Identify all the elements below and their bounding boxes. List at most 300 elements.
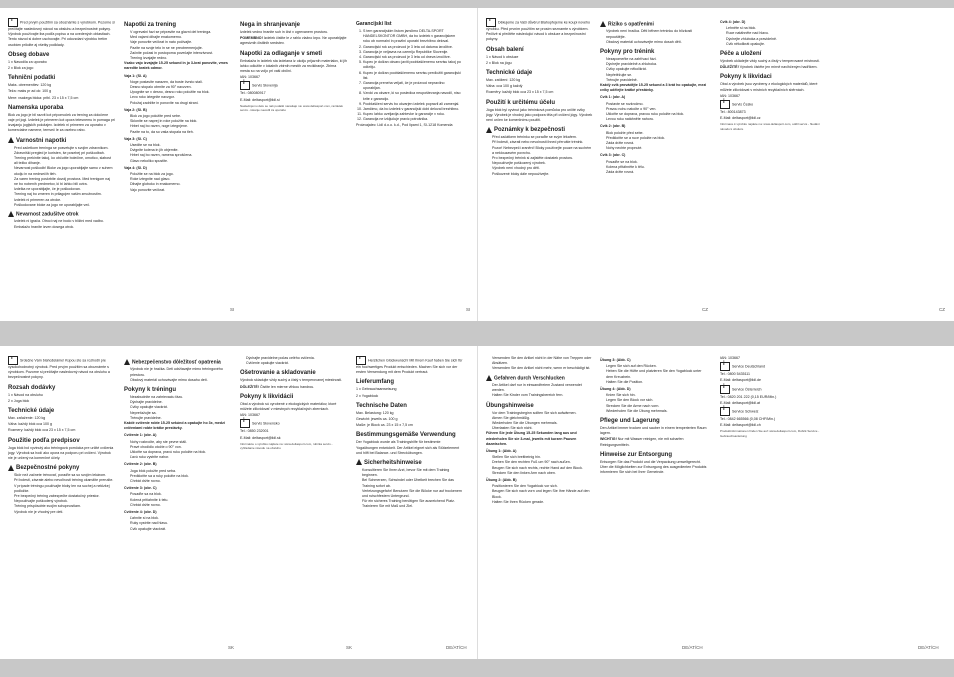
service-phone: Tel.: 0842 665566 (0,08 CHF/Min.) bbox=[720, 417, 776, 422]
warning-icon bbox=[356, 459, 362, 465]
list-item: • Stellen Sie sich breitbeinig hin. bbox=[492, 455, 593, 460]
important-label: DÔLEŽITÉ! bbox=[240, 384, 259, 389]
ian-number: IAN: 103667 bbox=[240, 413, 260, 418]
list-item: • Roke iztegnite nad glavo. bbox=[130, 177, 231, 182]
exercise-heading: Cvičenie 3: (obr. C) bbox=[124, 486, 157, 491]
fold-line bbox=[477, 346, 478, 659]
info-icon bbox=[486, 18, 496, 27]
warning-icon bbox=[8, 211, 14, 217]
scope-item: 1 x Navodila za uporabo bbox=[8, 59, 47, 64]
heading-safety: Varnostni napotki bbox=[16, 137, 67, 144]
heading-care: Pflege und Lagerung bbox=[600, 418, 660, 425]
list-item: • Výrobok nie je hračka. Deti udržiavajte mimo tréningového priestoru. bbox=[130, 367, 231, 377]
heading-safety: Bezpečnostné pokyny bbox=[16, 465, 80, 472]
list-item: • Poškozené bloky dále nepoužívejte. bbox=[492, 172, 593, 177]
list-item: • Verwenden Sie den Artikel nicht in der Nähe von Treppen oder Absätzen. bbox=[492, 356, 593, 366]
list-item: 1. S tem garancijskim listom jamčimo DELTA-SPORT HANDELSKONTOR GMBH, da bo izdelek v garancijskem roku ob normalni in pravilni uporabi brezhibno deloval. bbox=[363, 29, 463, 45]
repeat-instruction: Führen Sie jede Übung 15-25 Sekunden lang aus und wiederholen Sie sie 3-mal, jeweils mit kurzen Pausen dazwischen. bbox=[486, 431, 577, 446]
list-item: • Izdelek ni primeren za otroke. bbox=[14, 198, 115, 203]
service-email: E-Mail: deltasport@lidl.ch bbox=[720, 423, 761, 428]
list-item: • Legen Sie den Block vor sich. bbox=[606, 398, 707, 403]
service-phone: Tel.: 0820 201 222 (0,15 EUR/Min.) bbox=[720, 394, 777, 399]
disposal-text: Obal a výrobek jsou vyrobeny z ekologických materiálů, které můžete zlikvidovat v místních recyklačních sběrnách. bbox=[720, 82, 818, 92]
list-item: • Joga blok položte pred seba. bbox=[130, 469, 231, 474]
warning-icon bbox=[8, 465, 14, 471]
list-item: • Knien Sie sich hin. bbox=[606, 393, 707, 398]
list-item: • Při bolesti, závrati nebo nevolnosti ihned přerušte trénink. bbox=[492, 140, 593, 145]
service-name: Servis Slovenija bbox=[252, 83, 278, 88]
info-icon bbox=[356, 356, 366, 365]
tech-item: Max. zatížení: 120 kg bbox=[486, 78, 521, 83]
list-item: • Obalový materiál uchovávejte mimo dosah dětí. bbox=[606, 40, 707, 45]
list-item: • Ruce natáhněte nad hlavu. bbox=[726, 31, 827, 36]
list-item: • Heben Sie die Hüfte und platzieren Sie den Yogablock unter dem Kreuzbein. bbox=[606, 369, 707, 379]
heading-tips: Pokyny pro trénink bbox=[600, 48, 655, 55]
heading-tech: Technické údaje bbox=[8, 408, 55, 415]
list-item: • V ogrevalni fazi se pripravite na glavni del treninga. bbox=[130, 30, 231, 35]
page-label: SI bbox=[230, 307, 235, 312]
heading-disposal: Pokyny k likvidaci bbox=[720, 74, 772, 81]
list-item: • Tréning prispôsobte svojim schopnostiam. bbox=[14, 504, 115, 509]
list-item: • Verwenden Sie den Artikel nicht mehr, wenn er beschädigt ist. bbox=[492, 366, 593, 371]
exercise-heading: Übung 3: (Abb. C) bbox=[600, 358, 631, 362]
page-label: CZ bbox=[702, 307, 708, 312]
list-item: • Halten Sie die Position. bbox=[606, 380, 707, 385]
service-icon bbox=[720, 407, 730, 416]
col-si-training bbox=[124, 18, 231, 193]
service-phone: Tel.: 800143873 bbox=[720, 110, 746, 115]
heading-use: Namenska uporaba bbox=[8, 104, 64, 111]
tech-item: Rozměry: každý blok cca 23 x 15 x 7,5 cm bbox=[486, 90, 554, 95]
list-item: • Noge postavite narazen, da boste čvrsto stali. bbox=[130, 80, 231, 85]
ian-number: IAN: 103667 bbox=[720, 93, 740, 98]
list-item: • Levo roko iztegnite navzgor. bbox=[130, 95, 231, 100]
heading-scope: Obseg dobave bbox=[8, 51, 50, 58]
heading-scope: Rozsah dodávky bbox=[8, 384, 56, 391]
list-item: • Před začátkem tréninku se poraďte se svým lékařem. bbox=[492, 135, 593, 140]
exercise-heading: Vaja 3: (Sl. C) bbox=[124, 136, 147, 141]
scope-item: 2 x Blok za jogo bbox=[8, 66, 34, 71]
service-phone: Tel.: 0800 5435111 bbox=[720, 372, 751, 377]
care-text: Den Artikel immer trocken und sauber in einem temperierten Raum lagern. bbox=[600, 426, 707, 436]
service-icon bbox=[720, 362, 730, 371]
list-item: • Strecken Sie den linken Arm nach oben. bbox=[492, 471, 593, 476]
list-item: • Trénujte pravidelne. bbox=[130, 416, 231, 421]
page-label: DE/AT/CH bbox=[682, 645, 703, 650]
col-de-service bbox=[720, 356, 827, 439]
list-item: • Nepreťažujte sa. bbox=[130, 411, 231, 416]
exercise-heading: Cvičenie 4: (obr. D) bbox=[124, 510, 157, 514]
list-item: • Cvičenie opakujte viackrát. bbox=[246, 361, 347, 366]
col-cz-care bbox=[720, 18, 827, 132]
list-item: • Konsultieren Sie Ihren Arzt, bevor Sie mit dem Training beginnen. bbox=[362, 468, 463, 478]
list-item: • Vor dem Trainingsbeginn sollten Sie sich aufwärmen. bbox=[492, 411, 593, 416]
use-text: Joga blok bol vyvinutý ako tréningová pomôcka pre určité cvičenia jogy. Výrobok sa hodí ako opora na podporu pri cvičení. Výrobok nie je určený na komerčné účely. bbox=[8, 445, 114, 461]
list-item: • Posaďte sa na blok. bbox=[130, 492, 231, 497]
list-item: • Glavo nekoliko spustite. bbox=[130, 159, 231, 164]
list-item: • Dýchajte pravidelne počas celého cvičenia. bbox=[246, 356, 347, 361]
list-item: • Ľavú ruku vystrite nahor. bbox=[130, 455, 231, 460]
exercise-heading: Vaja 4: (Sl. D) bbox=[124, 165, 147, 170]
list-item: 5. Kupec je dolžan okvaro javiti pooblaščenemu servisu takoj po odkritju. bbox=[363, 60, 463, 70]
list-item: 11. Kupec lahko uveljavlja zahtevke iz garancije v roku. bbox=[363, 112, 463, 117]
service-note: Informácie o výrobku nájdete na: www.deltasport.com, rubrika servis - vyhľadanie návodu na obsluhu bbox=[240, 441, 333, 451]
service-email: E-Mail: deltasport@lidl.de bbox=[720, 378, 761, 383]
col-cz-intro bbox=[486, 18, 593, 177]
list-item: • Wiederholen Sie die Übung mehrmals. bbox=[606, 409, 707, 414]
col-de-care bbox=[600, 356, 707, 476]
list-item: • Lehněte si na blok. bbox=[726, 26, 827, 31]
col-sk-intro bbox=[8, 356, 115, 515]
list-item: • Skôr než začnete trénovať, poraďte sa so svojím lekárom. bbox=[14, 473, 115, 478]
heading-tips: Pokyny k tréningu bbox=[124, 386, 177, 393]
list-item: • Sklonite se naprej in roke položite na blok. bbox=[130, 119, 231, 124]
list-item: • Posaďte se na blok. bbox=[606, 160, 707, 165]
service-icon bbox=[240, 419, 250, 428]
page-label: SK bbox=[346, 645, 353, 650]
list-item: • Vajo ponovite večkrat. bbox=[130, 188, 231, 193]
service-name: Servis Česko bbox=[732, 102, 754, 107]
col-cz-training bbox=[600, 18, 707, 175]
warning-icon bbox=[600, 21, 606, 27]
important-label: POMEMBNO! bbox=[240, 36, 263, 41]
care-text: Nur mit Wasser reinigen, nie mit scharfen Reinigungsmitteln. bbox=[600, 437, 684, 447]
list-item: • Izdelek ni igrača. Otroci naj ne bodo v bližini med vadbo. bbox=[14, 219, 115, 224]
list-item: • Chrbát držte rovno. bbox=[130, 503, 231, 508]
col-sk-care bbox=[240, 356, 347, 451]
exercise-heading: Cvik 2: (obr. B) bbox=[600, 124, 626, 129]
heading-child: Nebezpečenstvo dôležitosť opatrenia bbox=[132, 359, 221, 366]
intro-text: Srdečne Vám blahoželáme! Kúpou ste sa rozhodli pre vysokohodnotný výrobok. Pred prvým použitím sa oboznámte s výrobkom. Pozorne si prečítajte nasledovný návod na obsluhu a bezpečnostné pokyny. bbox=[8, 358, 110, 380]
list-item: • Nohy rozkročte, aby ste pevne stáli. bbox=[130, 440, 231, 445]
tech-item: Teža: maks pr ad ok: 100 g bbox=[8, 89, 52, 94]
list-item: • Začnite počasi in postopoma povečajte intenzivnost. bbox=[130, 51, 231, 56]
heading-tech: Technické údaje bbox=[486, 70, 533, 77]
ian-number: IAN: 103667 bbox=[720, 356, 740, 360]
list-item: • Pri bolesti, závrate alebo nevoľnosti tréning okamžite prerušte. bbox=[14, 478, 115, 483]
list-item: • Upognite se v desno, desno roko položite na blok. bbox=[130, 90, 231, 95]
tech-item: Gewicht: jeweils ca. 100 g bbox=[356, 417, 398, 422]
use-text: Jóga blok byl vyvinut jako tréninková pomůcka pro určité cviky jógy. Výrobek je vhodný jako podpora těla při cvičení jógy. Výrobek není určen ke komerčnímu použití. bbox=[486, 107, 593, 123]
list-item: • Kolena přitáhněte k tělu. bbox=[606, 165, 707, 170]
warning-icon bbox=[124, 359, 130, 365]
exercise-heading: Übung 2: (Abb. B) bbox=[486, 477, 517, 482]
list-item: • V prípade tréningu používajte bloky len na suchej a neklzkej podložke. bbox=[14, 484, 115, 494]
ian-number: IAN: 103667 bbox=[240, 75, 260, 80]
list-item: • Med vajami dihajte enakomerno. bbox=[130, 35, 231, 40]
list-item: • Ukloňte se doprava, pravou ruku položte na blok. bbox=[606, 112, 707, 117]
care-text: Izdelek vedno hranite suh in čist v ogrevanem prostoru. bbox=[240, 30, 329, 34]
list-item: • Embalažo hranite izven dosega otrok. bbox=[14, 225, 115, 230]
list-item: • Für ein sicheres Training benötigen Sie ausreichend Platz. bbox=[362, 499, 463, 504]
exercise-heading: Vaja 2: (Sl. B) bbox=[124, 107, 147, 112]
list-item: • Cviky opakujte viackrát. bbox=[130, 405, 231, 410]
warning-icon bbox=[8, 137, 14, 143]
service-email: E-Mail: deltasport@lidl.si bbox=[240, 97, 280, 102]
heading-disposal: Hinweise zur Entsorgung bbox=[600, 451, 673, 458]
exercise-heading: Cvik 4: (obr. D) bbox=[720, 20, 746, 24]
list-item: • Nepřetěžujte se. bbox=[606, 73, 707, 78]
list-item: • Überlasten Sie sich nicht. bbox=[492, 426, 593, 431]
service-name: Service Österreich bbox=[732, 387, 762, 392]
service-note: Informace k výrobku najdete na: www.deltasport.com, oddíl servis - hledání návodu k obsluze bbox=[720, 122, 820, 131]
exercise-heading: Cvičenie 1: (obr. A) bbox=[124, 433, 157, 438]
heading-care: Nega in shranjevanje bbox=[240, 22, 301, 28]
list-item: • Predkloňte sa a ruky položte na blok. bbox=[130, 474, 231, 479]
list-item: • Der Artikel darf nur in einwandfreiem Zustand verwendet werden. bbox=[492, 383, 593, 393]
list-item: • Verletzungsgefahr! Benutzen Sie die Blöcke nur auf trockenem und rutschfestem Untergrund. bbox=[362, 489, 463, 499]
warning-icon bbox=[486, 127, 492, 133]
list-item: • Záda držte rovná. bbox=[606, 170, 707, 175]
list-item: • Halten Sie Ihren Rücken gerade. bbox=[492, 500, 593, 505]
list-item: • Výrobek není hračka. Děti během tréninku do blízkosti nepouštějte. bbox=[606, 29, 707, 39]
list-item: 8. Vzroki za okvare, ki so posledica neupoštevanja navodil, niso krite z garancijo. bbox=[363, 91, 463, 101]
important-label: DŮLEŽITÉ! bbox=[720, 65, 739, 70]
exercise-heading: Cvik 3: (obr. C) bbox=[600, 153, 626, 158]
list-item: • Blok položte před sebe. bbox=[606, 131, 707, 136]
exercise-heading: Vaja 1: (Sl. A) bbox=[124, 73, 147, 78]
list-item: • Trening izvajajte redno. bbox=[130, 56, 231, 61]
care-text: Izdelek čistite le z rahlo vlažno krpo. Ne uporabljajte agresivnih čistilnih sredstev. bbox=[240, 36, 347, 46]
list-item: • Strecken Sie die Arme nach vorn. bbox=[606, 404, 707, 409]
fold-line bbox=[477, 8, 478, 321]
care-text: Výrobok skladujte vždy suchý a čistý v temperovanej miestnosti. bbox=[240, 378, 343, 383]
list-item: • Dvignite kolena in jih objemite. bbox=[130, 148, 231, 153]
list-item: 6. Kupec je dolžan pooblaščenemu servisu predložiti garancijski list. bbox=[363, 71, 463, 81]
list-item: • Chrbát držte rovno. bbox=[130, 479, 231, 484]
service-name: Servis Slovensko bbox=[252, 421, 280, 426]
bottom-page-spread bbox=[0, 346, 954, 659]
use-text: Der Yogablock wurde als Trainingshilfe für bestimmte Yogaübungen entwickelt. Der Artikel eignet sich als Stützelement und hilft bei Balance- und Streckübungen. bbox=[356, 440, 460, 455]
list-item: • Dihajte globoko in enakomerno. bbox=[130, 182, 231, 187]
exercise-heading: Cvik 1: (obr. A) bbox=[600, 95, 626, 100]
heading-disposal: Napotki za odlaganje v smeti bbox=[240, 50, 323, 57]
col-de-training bbox=[486, 356, 593, 505]
heading-tech: Technische Daten bbox=[356, 402, 407, 409]
list-item: • Pazite na to, da so vaša stopala na tleh. bbox=[130, 130, 231, 135]
list-item: • Pred začetkom treninga se posvetujte s svojim zdravnikom. Zdravniški pregled je koristen, še posebej pri poškodbah. bbox=[14, 146, 115, 156]
tech-item: Váha: každý blok cca 100 g bbox=[8, 422, 52, 427]
list-item: • Pravou nohu natočte o 90° ven. bbox=[606, 107, 707, 112]
heading-care: Ošetrovanie a skladovanie bbox=[240, 370, 316, 377]
scope-item: 2 x Joga blok bbox=[8, 398, 30, 403]
list-item: • Trening prekinite takoj, ko občutite bolečine, omotico, slabost ali težko dihanje. bbox=[14, 156, 115, 166]
list-item: • Beugen Sie sich nach vorn und legen Sie Ihre Hände auf den Block. bbox=[492, 489, 593, 499]
list-item: • Dýchajte pravidelne. bbox=[130, 400, 231, 405]
list-item: • Záda držte rovná. bbox=[606, 141, 707, 146]
tech-item: Max. zaťaženie: 120 kg bbox=[8, 416, 46, 421]
repeat-instruction: Každý cvik provádějte 15-25 sekund a 3 krát ho opakujte, mezi cviky udělejte krátké přestávky. bbox=[600, 82, 707, 93]
list-item: • Výrobok nie je vhodný pre deti. bbox=[14, 510, 115, 515]
info-icon bbox=[8, 356, 18, 365]
list-item: • Za varen trening poskrbite dovolj prostora. Med trenigom naj ne bo nobenih predmetov, ki bi lahko bili ovira. bbox=[14, 177, 115, 187]
list-item: • Nezabudnite na zahrievaciu fázu. bbox=[130, 395, 231, 400]
heading-tech: Tehnični podatki bbox=[8, 75, 56, 82]
list-item: 4. Garancijski rok za proizvod je 3 leta od dneva izročitve. bbox=[363, 55, 463, 60]
disposal-text: Embalaža in izdelek sta izdelana iz okolju prijaznih materialov, ki jih lahko odložite v lokalnih zbirnih mestih za recikliranje. Zbirna mesta so na voljo pri vaši občini. bbox=[240, 58, 347, 74]
list-item: • Pre bezpečný tréning zabezpečte dostatočný priestor. bbox=[14, 494, 115, 499]
tech-item: Maße: je Block ca. 23 x 15 x 7,5 cm bbox=[356, 423, 413, 428]
list-item: • Poškodovane bloke za jogo ne uporabljajte več. bbox=[14, 203, 115, 208]
disposal-text: Obal a výrobok sú vyrobené z ekologických materiálov, ktoré môžete zlikvidovať v miestnych recyklačných zberniach. bbox=[240, 401, 337, 412]
list-item: • Předkloňte se a ruce položte na blok. bbox=[606, 136, 707, 141]
list-item: • Blok za jogo položite pred sebe. bbox=[130, 114, 231, 119]
page-label: DE/AT/CH bbox=[446, 645, 467, 650]
tech-item: Váha: cca 100 g každý bbox=[486, 84, 523, 89]
heading-use: Bestimmungsgemäße Verwendung bbox=[356, 432, 456, 439]
page-label: SI bbox=[466, 307, 471, 312]
heading-safety: Sicherheitshinweise bbox=[364, 460, 422, 467]
intro-text: Děkujeme za Vaši důvěru! Blahopřejeme ke koupi nového výrobku. Před prvním použitím se prosím seznamte s výrobkem. Pečlivě si přečtěte následující návod k obsluze a bezpečnostní pokyny. bbox=[486, 20, 591, 42]
heading-tips: Übungshinweise bbox=[486, 402, 534, 409]
list-item: • Halten Sie Kinder vom Trainingsbereich fern. bbox=[492, 393, 593, 398]
care-text: Výrobek čistěte jen mírně navlhčeným hadříkem. bbox=[739, 65, 818, 70]
list-item: • Položaj zadržite in ponovite na drugi strani. bbox=[130, 101, 231, 106]
warning-icon bbox=[486, 375, 492, 381]
service-name: Service Deutschland bbox=[732, 364, 765, 369]
list-item: 10. Jamčimo, da bo izdelek v garancijski dobi deloval brezhibno. bbox=[363, 107, 463, 112]
service-email: E-Mail: deltasport@lidl.sk bbox=[240, 435, 281, 440]
list-item: • Nevarnost poškodb! Bloke za jogo uporabljajte samo v suhem okolju in na nedrsečih tleh. bbox=[14, 166, 115, 176]
service-note: Produktinformationen finden Sie auf: www.deltasport.com, Rubrik Service - Gebrauchsanleitung bbox=[720, 429, 820, 438]
list-item: • Cvik opakujte viackrát. bbox=[130, 527, 231, 532]
heading-warranty: Garancijski list bbox=[356, 21, 392, 27]
list-item: • Obalový materiál uchovávajte mimo dosahu detí. bbox=[130, 378, 231, 383]
intro-text: Herzlichen Glückwunsch! Mit Ihrem Kauf haben Sie sich für ein hochwertiges Produkt entschieden. Machen Sie sich vor der ersten Verwendung mit dem Produkt vertraut. bbox=[356, 358, 463, 375]
col-si-intro bbox=[8, 18, 115, 230]
tech-item: Mere: vsakega bloka: pribl. 23 x 15 x 7,5 cm bbox=[8, 95, 79, 100]
col-sk-training bbox=[124, 356, 231, 532]
list-item: • Nezapomeňte na zahřívací fázi. bbox=[606, 57, 707, 62]
list-item: • Hrbet naj bo raven, noge iztegnjene. bbox=[130, 124, 231, 129]
service-note: Naslednjemu delu se naš podatki nanašajo na: www.deltasport.com, razdelek servis - iskanje navodil za uporabo bbox=[240, 103, 343, 113]
page-label: CZ bbox=[939, 307, 945, 312]
list-item: • Bei Schmerzen, Schwindel oder Übelkeit brechen Sie das Training sofort ab. bbox=[362, 478, 463, 488]
list-item: • Pravé chodidlo otočte o 90° von. bbox=[130, 445, 231, 450]
page-label: DE/AT/CH bbox=[918, 645, 939, 650]
care-text: Výrobek ukládejte vždy suchý a čistý v temperované místnosti. bbox=[720, 59, 820, 64]
heading-use: Použití k určitému účelu bbox=[486, 99, 556, 106]
scope-item: 1 x Návod na obsluhu bbox=[8, 392, 43, 397]
list-item: • Trainieren Sie mit Maß und Ziel. bbox=[362, 504, 463, 509]
list-item: • Positionieren Sie den Yogablock vor sich. bbox=[492, 484, 593, 489]
list-item: • Nepoužívejte poškozený výrobek. bbox=[492, 161, 593, 166]
list-item: • Ukloňte sa doprava, pravú ruku položte na blok. bbox=[130, 450, 231, 455]
service-email: E-Mail: deltasport@lidl.cz bbox=[720, 116, 761, 121]
list-item: • Cviky opakujte několikrát. bbox=[606, 67, 707, 72]
top-page-spread bbox=[0, 8, 954, 321]
heading-use: Použitie podľa predpisov bbox=[8, 437, 80, 444]
scope-item: 1 x Návod k obsluze bbox=[486, 54, 519, 59]
heading-care: Péče a uložení bbox=[720, 51, 762, 58]
list-item: • Atmen Sie gleichmäßig. bbox=[492, 416, 593, 421]
repeat-instruction: Každé cvičenie robte 15-25 sekúnd a opakujte ho 3x, medzi cvičeniami robte krátke prestávky. bbox=[124, 420, 225, 431]
tech-item: Rozmery: každý blok cca 23 x 15 x 7,5 cm bbox=[8, 428, 76, 433]
list-item: 7. Garancija preneha veljati, če je proizvod nepravilno uporabljan. bbox=[363, 81, 463, 91]
repeat-instruction: Vsako vajo izvajajte 15-25 sekund in jo 3-krat ponovite, vmes naredite kratek odmor. bbox=[124, 61, 228, 71]
care-text: Čistite len mierne vlhkou handrou. bbox=[259, 384, 315, 389]
list-item: • Nohy nechte propnuté. bbox=[606, 146, 707, 151]
page-label: SK bbox=[228, 645, 235, 650]
heading-disposal: Pokyny k likvidácii bbox=[240, 393, 294, 400]
list-item: • Nepoužívajte poškodený výrobok. bbox=[14, 499, 115, 504]
service-icon bbox=[720, 385, 730, 394]
list-item: • Hrbet naj bo raven, ramena sproščena. bbox=[130, 153, 231, 158]
list-item: • Levou ruku natáhněte nahoru. bbox=[606, 117, 707, 122]
scope-item: 1 x Gebrauchsanweisung bbox=[356, 387, 397, 392]
list-item: • Dýchejte zhluboka a pravidelně. bbox=[726, 37, 827, 42]
list-item: • Izdelka ne uporabljajte, če je poškodovan. bbox=[14, 187, 115, 192]
list-item: • Cvik několikrát opakujte. bbox=[726, 42, 827, 47]
heading-scope: Lieferumfang bbox=[356, 379, 395, 386]
list-item: • Ruky vystrite nad hlavu. bbox=[130, 521, 231, 526]
list-item: • Kolená pritiahnite k telu. bbox=[130, 498, 231, 503]
list-item: 2. Garancijski rok za proizvod je 3 leta od datuma izročitve. bbox=[363, 45, 463, 50]
list-item: • Dýchejte pravidelně a zhluboka. bbox=[606, 62, 707, 67]
col-si-care bbox=[240, 18, 347, 113]
list-item: • Ľahnite si na blok. bbox=[130, 516, 231, 521]
service-icon bbox=[240, 81, 250, 90]
list-item: • Wiederholen Sie die Übungen mehrmals. bbox=[492, 421, 593, 426]
safety-list bbox=[8, 146, 115, 208]
tech-item: Maks. obremenitev: 120 kg bbox=[8, 83, 52, 88]
list-item: 3. Garancija je veljavna na ozemlju Republike Slovenije. bbox=[363, 50, 463, 55]
service-icon bbox=[720, 100, 730, 109]
list-item: • Trening naj bo zmeren in prilagojen vašim zmožnostim. bbox=[14, 192, 115, 197]
exercise-heading: Übung 4: (Abb. D) bbox=[600, 387, 631, 392]
list-item: • Vaje ponovite večkrat in nato počivajte. bbox=[130, 40, 231, 45]
list-item: • Beugen Sie sich nach rechts, rechte Hand auf den Block. bbox=[492, 466, 593, 471]
manufacturer-address: Proizvajalec: Lidl d.o.o. k.d., Pod lipami 1, SI-1218 Komenda bbox=[356, 122, 453, 127]
heading-child: Riziko s opatřeními bbox=[608, 21, 654, 28]
list-item: • Legen Sie sich auf den Rücken. bbox=[606, 364, 707, 369]
info-icon bbox=[8, 18, 18, 27]
list-item: • Postavte se rozkročmo. bbox=[606, 102, 707, 107]
service-email: E-Mail: deltasport@lidl.at bbox=[720, 400, 760, 405]
exercise-heading: Cvičenie 2: (obr. B) bbox=[124, 462, 157, 467]
service-name: Service Schweiz bbox=[732, 409, 759, 414]
exercise-heading: Übung 1: (Abb. A) bbox=[486, 448, 517, 453]
service-phone: Tel.: 080080917 bbox=[240, 91, 266, 96]
list-item: 12. Garancija ne izključuje pravic potrošnika. bbox=[363, 117, 463, 122]
scope-item: 2 x Yogablock bbox=[356, 393, 379, 398]
list-item: • Desno stopalo obrnite za 90° navzven. bbox=[130, 85, 231, 90]
use-text: Blok za jogo je bil razvit kot pripomoček za trening za določene vaje pri jogi. Izdelek je primeren kot opora telesnemu in pomaga pri izvajanju jogijskih položajev. Izdelek ni primeren za uporabo v komercialne namene, temveč le za osebno rabo. bbox=[8, 112, 115, 133]
list-item: 9. Pooblaščeni servis bo okvarjen izdelek popravil ali zamenjal. bbox=[363, 102, 463, 107]
intro-text: Pred prvým použitím sa oboznámte s výrobkom. Pozorne si prečítajte nasledovný návod na obsluhu a bezpečnostné pokyny. Výrobok používajte iba podľa popisu a na uvedených oblastiach. Tento návod si dobre uschovajte. Pri odovzdaní výrobku tretím osobám priložte aj všetky podklady. bbox=[8, 20, 115, 47]
list-item: • Pro bezpečný trénink si zajistěte dostatek prostoru. bbox=[492, 156, 593, 161]
tech-item: Max. Belastung: 120 kg bbox=[356, 410, 394, 415]
important-label: WICHTIG! bbox=[600, 437, 617, 442]
list-item: • Pazite na svoje telo in se ne preobremenjujte. bbox=[130, 46, 231, 51]
list-item: • Pozor! Nebezpečí zranění! Bloky používejte pouze na suchém a neklouzavém povrchu. bbox=[492, 146, 593, 156]
list-item: • Usedite se na blok. bbox=[130, 143, 231, 148]
service-phone: Tel.: 0850 232001 bbox=[240, 429, 269, 434]
scope-item: 2 x Blok na jógu bbox=[486, 60, 512, 65]
list-item: • Trénujte pravidelně. bbox=[606, 78, 707, 83]
disposal-text: Entsorgen Sie das Produkt und die Verpackung umweltgerecht. Über die Möglichkeiten zur Entsorgung des ausgedienten Produkts informieren Sie sich bei Ihrer Gemeinde. bbox=[600, 459, 707, 475]
col-de-intro bbox=[356, 356, 463, 510]
heading-child: Nevarnost zadušitve otrok bbox=[16, 211, 79, 218]
list-item: • Výrobek není vhodný pro děti. bbox=[492, 166, 593, 171]
heading-scope: Obsah balení bbox=[486, 46, 524, 53]
list-item: • Položite se na blok za jogo. bbox=[130, 172, 231, 177]
col-si-warranty bbox=[356, 18, 463, 129]
list-item: • Drehen Sie den rechten Fuß um 90° nach außen. bbox=[492, 460, 593, 465]
heading-tips: Napotki za trening bbox=[124, 22, 177, 28]
heading-child: Gefahren durch Verschlucken bbox=[494, 374, 565, 381]
heading-safety: Poznámky k bezpečnosti bbox=[494, 127, 566, 134]
